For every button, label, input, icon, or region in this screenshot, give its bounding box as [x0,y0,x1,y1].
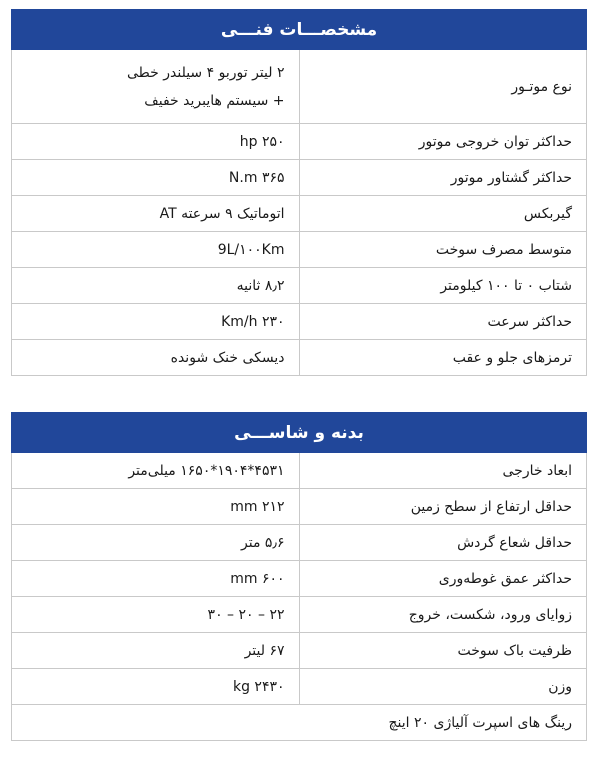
spec-value: ۲۱۲ mm [12,489,300,525]
spec-label: حداکثر گشتاور موتور [299,160,587,196]
spec-value-line: ۲ لیتر توربو ۴ سیلندر خطی [126,64,285,81]
table-row [12,232,587,268]
spec-value: ۲۲ – ۲۰ – ۳۰ [12,597,300,633]
table-row [12,50,587,124]
table-row [12,489,587,525]
table-row [12,453,587,489]
table-row [12,304,587,340]
spec-value: اتوماتیک ۹ سرعته AT [12,196,300,232]
table-row [12,124,587,160]
spec-label: حداکثر سرعت [299,304,587,340]
spec-label: حداکثر توان خروجی موتور [299,124,587,160]
body-chassis-table [11,412,587,741]
table-row [12,669,587,705]
spec-value: ۶۷ لیتر [12,633,300,669]
table-row [12,525,587,561]
spec-label: ابعاد خارجی [299,453,587,489]
spec-label: ظرفیت باک سوخت [299,633,587,669]
table-row [12,196,587,232]
technical-specs-header: مشخصـــات فنـــی [12,10,587,50]
spec-value: ۲۴۳۰ kg [12,669,300,705]
technical-specs-table [11,9,587,376]
table-row [12,561,587,597]
spec-label: ترمزهای جلو و عقب [299,340,587,376]
spec-value: ۵٫۶ متر [12,525,300,561]
table-row [12,633,587,669]
wheels-note: رینگ های اسپرت آلیاژی ۲۰ اینچ [12,705,587,741]
spec-label: نوع موتـور [299,50,587,124]
body-chassis-header: بدنه و شاســـی [12,413,587,453]
spec-label: گیربکس [299,196,587,232]
spec-value: ۶۰۰ mm [12,561,300,597]
table-row [12,597,587,633]
spec-value: ۲۳۰ Km/h [12,304,300,340]
spec-label: حداقل شعاع گردش [299,525,587,561]
spec-value: ۳۶۵ N.m [12,160,300,196]
spec-value: 9L/۱۰۰Km [12,232,300,268]
spec-label: متوسط مصرف سوخت [299,232,587,268]
spec-label: زوایای ورود، شکست، خروج [299,597,587,633]
spec-label: حداکثر عمق غوطه‌وری [299,561,587,597]
spec-value: ۴۵۳۱*۱۹۰۴*۱۶۵۰ میلی‌متر [12,453,300,489]
spec-label: شتاب ۰ تا ۱۰۰ کیلومتر [299,268,587,304]
spec-value: ۸٫۲ ثانیه [12,268,300,304]
spec-value: ۲۵۰ hp [12,124,300,160]
spec-value: دیسکی خنک شونده [12,340,300,376]
spec-value-line: + سیستم هایبرید خفیف [144,92,285,109]
table-row [12,160,587,196]
spec-value [12,50,300,124]
table-row [12,340,587,376]
spec-label: حداقل ارتفاع از سطح زمین [299,489,587,525]
table-row [12,268,587,304]
table-row [12,705,587,741]
spec-label: وزن [299,669,587,705]
